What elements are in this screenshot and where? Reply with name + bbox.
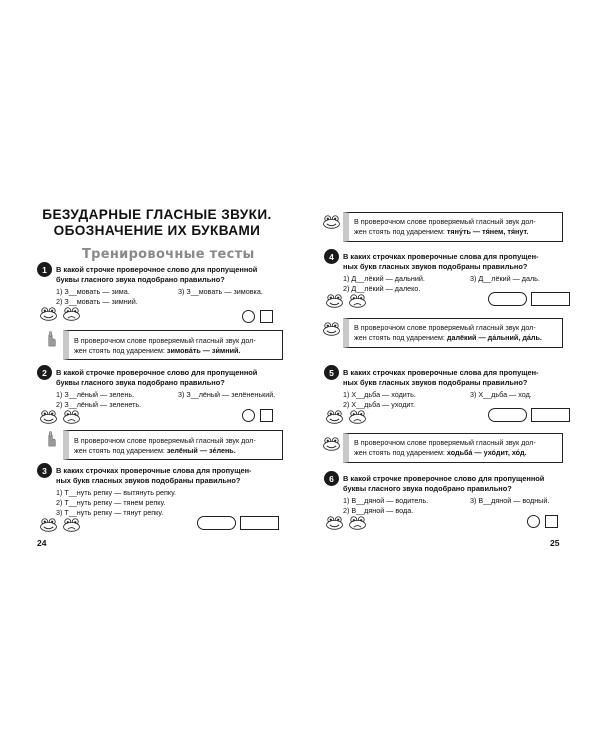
question-5-text-line1: В каких строчках проверочные слова для пропущен- — [343, 368, 539, 377]
q6-option-1[interactable]: 1) В__дяной — водитель. — [343, 496, 429, 505]
page-title-line1: БЕЗУДАРНЫЕ ГЛАСНЫЕ ЗВУКИ. — [42, 207, 272, 222]
frog-sad-icon[interactable] — [348, 410, 367, 424]
frog-smile-icon — [322, 437, 341, 451]
question-2-text-line1: В какой строчке проверочное слово для пропущенной — [56, 368, 258, 377]
question-number-6: 6 — [324, 471, 339, 486]
frog-smile-icon[interactable] — [325, 516, 344, 530]
hint-5-line2-text: жен стоять под ударением: — [354, 448, 447, 457]
answer-pill[interactable] — [488, 292, 527, 306]
hint-1-words: зимова́ть — зи́мний. — [166, 346, 241, 355]
answer-circle[interactable] — [527, 515, 540, 528]
hint-1-line1: В проверочном слове проверяемый гласный звук дол- — [74, 336, 256, 345]
hint-5-line2 — [354, 448, 527, 458]
hint-4-line2-text: жен стоять под ударением: — [354, 333, 447, 342]
answer-circle[interactable] — [242, 310, 255, 323]
frog-smile-icon — [322, 322, 341, 336]
question-number-2: 2 — [37, 365, 52, 380]
hint-4-line1: В проверочном слове проверяемый гласный звук дол- — [354, 323, 536, 332]
q1-option-1[interactable]: 1) З__мовать — зима. — [56, 287, 130, 296]
hint-2-line2 — [74, 446, 236, 456]
q1-option-2[interactable]: 2) З__мовать — зимний. — [56, 297, 138, 306]
answer-pill[interactable] — [197, 516, 236, 530]
frog-sad-icon[interactable] — [348, 516, 367, 530]
hint-2-words: зелёный — зе́лень. — [166, 446, 236, 455]
q4-option-1[interactable]: 1) Д__лёкий — дальний. — [343, 274, 425, 283]
q5-option-2[interactable]: 2) Х__дьба — уходит. — [343, 400, 415, 409]
frog-sad-icon[interactable] — [62, 307, 81, 321]
question-number-3: 3 — [37, 463, 52, 478]
hint-0-words: тяну́ть — тя́нем, тя́нут. — [446, 227, 529, 236]
frog-smile-icon[interactable] — [39, 518, 58, 532]
hint-0-line2 — [354, 227, 528, 237]
page-number-right: 25 — [550, 538, 560, 548]
answer-rect[interactable] — [531, 408, 570, 422]
frog-sad-icon[interactable] — [62, 518, 81, 532]
question-6-text-line2: буквы гласного звука подобрано правильно? — [343, 484, 512, 493]
question-3-text-line2: ных букв гласных звуков подобраны правильно? — [56, 476, 241, 485]
question-1-text-line1: В какой строчке проверочное слово для пропущенной — [56, 265, 258, 274]
answer-square[interactable] — [260, 409, 273, 422]
question-3-text-line1: В каких строчках проверочные слова для пропущен- — [56, 466, 252, 475]
q6-option-2[interactable]: 2) В__дяной — вода. — [343, 506, 414, 515]
answer-rect[interactable] — [240, 516, 279, 530]
answer-square[interactable] — [545, 515, 558, 528]
page-title-line2: ОБОЗНАЧЕНИЕ ИХ БУКВАМИ — [53, 223, 261, 238]
question-number-4: 4 — [324, 249, 339, 264]
hint-5-line1: В проверочном слове проверяемый гласный звук дол- — [354, 438, 536, 447]
section-subtitle: Тренировочные тесты — [82, 247, 255, 262]
page-number-left: 24 — [37, 538, 47, 548]
question-1-text-line2: буквы гласного звука подобрано правильно? — [56, 275, 225, 284]
frog-smile-icon[interactable] — [39, 410, 58, 424]
finger-icon — [45, 331, 56, 347]
frog-smile-icon[interactable] — [39, 307, 58, 321]
question-4-text-line1: В каких строчках проверочные слова для пропущен- — [343, 252, 539, 261]
q3-option-1[interactable]: 1) Т__нуть репку — вытянуть репку. — [56, 488, 177, 497]
q5-option-3[interactable]: 3) Х__дьба — ход. — [470, 390, 532, 399]
q3-option-2[interactable]: 2) Т__нуть репку — тянем репку. — [56, 498, 166, 507]
frog-smile-icon[interactable] — [325, 294, 344, 308]
hint-0-line2-text: жен стоять под ударением: — [354, 227, 447, 236]
hint-2-line1: В проверочном слове проверяемый гласный звук дол- — [74, 436, 256, 445]
hint-5-words: ходьба́ — ухо́дит, хо́д. — [446, 448, 527, 457]
hint-1-line2-text: жен стоять под ударением: — [74, 346, 167, 355]
q2-option-3[interactable]: 3) З__лёный — зелёненький. — [178, 390, 276, 399]
q1-option-3[interactable]: 3) З__мовать — зимовка. — [178, 287, 263, 296]
frog-sad-icon[interactable] — [348, 294, 367, 308]
q3-option-3[interactable]: 3) Т__нуть репку — тянут репку. — [56, 508, 164, 517]
question-4-text-line2: ных букв гласных звуков подобраны правильно? — [343, 262, 528, 271]
frog-smile-icon — [322, 215, 341, 229]
hint-4-words: далёкий — да́льний, да́ль. — [446, 333, 542, 342]
q4-option-3[interactable]: 3) Д__лёкий — даль. — [470, 274, 540, 283]
answer-square[interactable] — [260, 310, 273, 323]
frog-smile-icon[interactable] — [325, 410, 344, 424]
hint-2-line2-text: жен стоять под ударением: — [74, 446, 167, 455]
answer-pill[interactable] — [488, 408, 527, 422]
question-2-text-line2: буквы гласного звука подобрано правильно? — [56, 378, 225, 387]
question-number-5: 5 — [324, 365, 339, 380]
hint-1-line2 — [74, 346, 240, 356]
hint-4-line2 — [354, 333, 542, 343]
frog-sad-icon[interactable] — [62, 410, 81, 424]
q4-option-2[interactable]: 2) Д__лёкий — далеко. — [343, 284, 421, 293]
q2-option-1[interactable]: 1) З__лёный — зелень. — [56, 390, 135, 399]
question-6-text-line1: В какой строчке проверочное слово для пропущенной — [343, 474, 545, 483]
q2-option-2[interactable]: 2) З__лёный — зеленеть. — [56, 400, 142, 409]
q5-option-1[interactable]: 1) Х__дьба — ходить. — [343, 390, 416, 399]
answer-circle[interactable] — [242, 409, 255, 422]
answer-rect[interactable] — [531, 292, 570, 306]
question-number-1: 1 — [37, 262, 52, 277]
question-5-text-line2: ных букв гласных звуков подобраны правильно? — [343, 378, 528, 387]
q6-option-3[interactable]: 3) В__дяной — водный. — [470, 496, 550, 505]
hint-0-line1: В проверочном слове проверяемый гласный звук дол- — [354, 217, 536, 226]
finger-icon — [45, 431, 56, 447]
